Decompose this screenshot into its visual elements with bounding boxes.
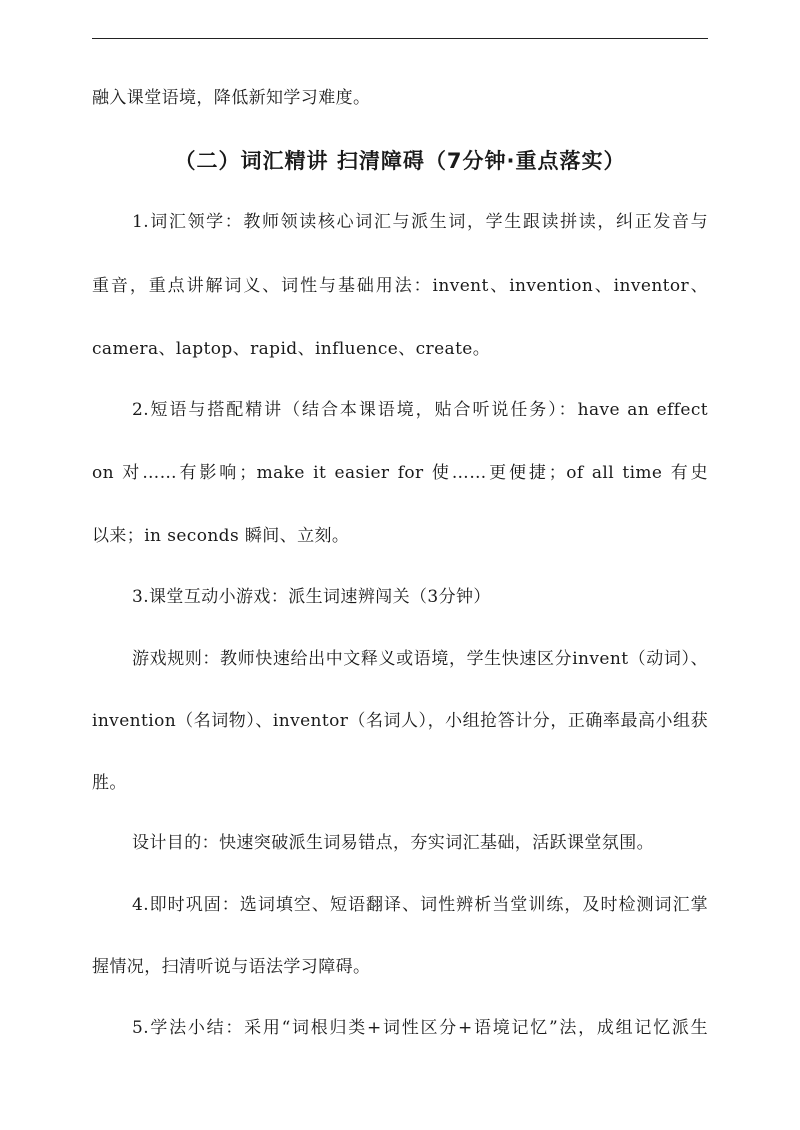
paragraph-line: 2.短语与搭配精讲（结合本课语境，贴合听说任务）：have an effect	[132, 400, 708, 420]
paragraph-line: invention（名词物）、inventor（名词人），小组抢答计分，正确率最高小组获	[92, 711, 708, 731]
section-heading: （二）词汇精讲 扫清障碍（7分钟·重点落实）	[174, 149, 626, 173]
paragraph-line: 融入课堂语境，降低新知学习难度。	[92, 88, 371, 108]
paragraph-line: 3.课堂互动小游戏：派生词速辨闯关（3分钟）	[132, 587, 491, 607]
paragraph-line: 握情况，扫清听说与语法学习障碍。	[92, 957, 371, 977]
paragraph-line: 以来；in seconds 瞬间、立刻。	[92, 526, 350, 546]
paragraph-line: 重音，重点讲解词义、词性与基础用法：invent、invention、inventor、	[92, 276, 708, 296]
paragraph-line: camera、laptop、rapid、influence、create。	[92, 339, 491, 359]
paragraph-line: on 对……有影响；make it easier for 使……更便捷；of all time 有史	[92, 463, 708, 483]
paragraph-line: 胜。	[92, 773, 127, 793]
paragraph-line: 4.即时巩固：选词填空、短语翻译、词性辨析当堂训练，及时检测词汇掌	[132, 895, 708, 915]
paragraph-line: 设计目的：快速突破派生词易错点，夯实词汇基础，活跃课堂氛围。	[132, 833, 654, 853]
header-rule	[92, 38, 708, 39]
paragraph-line: 游戏规则：教师快速给出中文释义或语境，学生快速区分invent（动词）、	[132, 649, 708, 669]
paragraph-line: 1.词汇领学：教师领读核心词汇与派生词，学生跟读拼读，纠正发音与	[132, 212, 708, 232]
paragraph-line: 5.学法小结：采用“词根归类+词性区分+语境记忆”法，成组记忆派生	[132, 1018, 708, 1038]
